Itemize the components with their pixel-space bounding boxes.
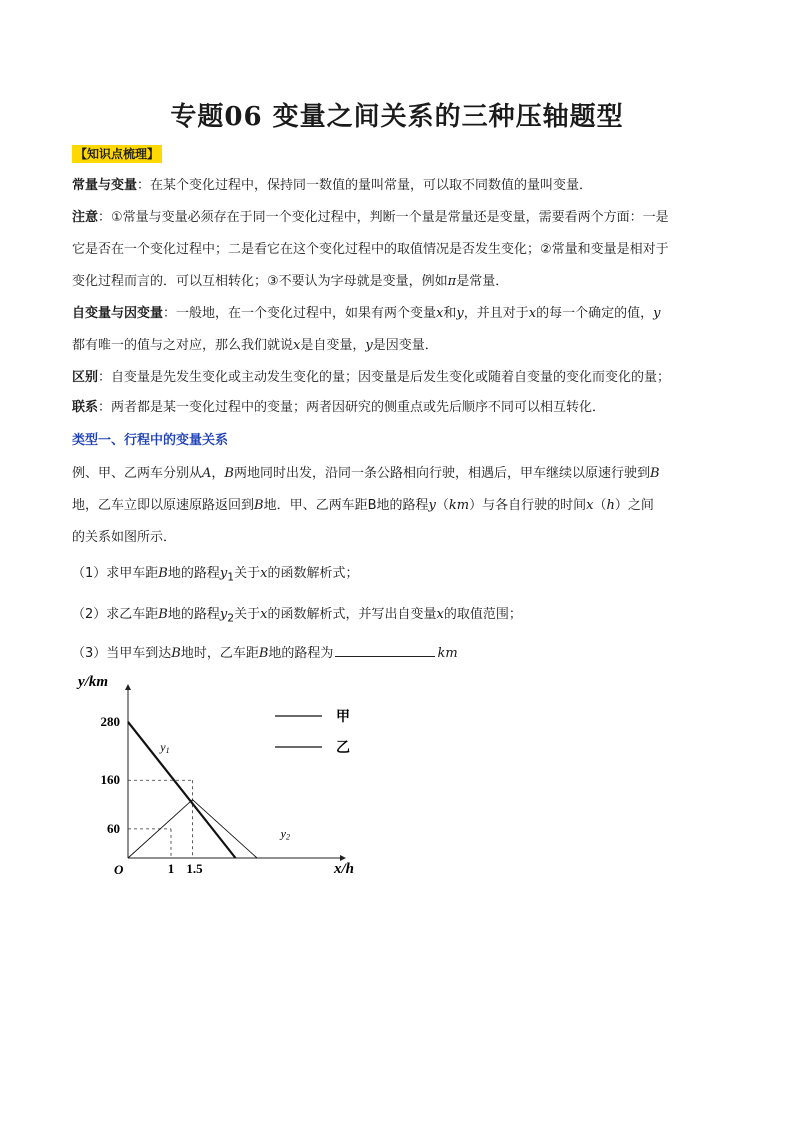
y-tick-label: 160 [100, 772, 120, 788]
question-1: （1）求甲车距B地的路程$y_1$关于x的函数解析式； [72, 566, 359, 584]
example-line-3: 的关系如图所示． [72, 530, 177, 545]
x-tick-label: 1 [167, 861, 175, 876]
y-tick-label: 60 [107, 820, 120, 836]
definition-variables: 自变量与因变量：一般地，在一个变化过程中，如果有两个变量x和y，并且对于x的每一个确定的值，y [72, 306, 661, 321]
answer-blank[interactable] [335, 643, 435, 657]
note-line-1 [72, 209, 669, 227]
question-3: （3）当甲车到达B地时，乙车距B地的路程为 km [72, 643, 458, 663]
term-label: 区别 [72, 370, 99, 385]
definition-difference: 区别：自变量是先发生变化或主动发生变化的量；因变量是后发生变化或随着自变量的变化而变化的量； [72, 370, 671, 385]
legend-label-y1: 甲 [336, 710, 350, 725]
note-text: ：①常量与变量必须存在于同一个变化过程中，判断一个量是常量还是变量，需要看两个方面：一是 [98, 210, 669, 225]
y-tick-label: 280 [100, 713, 120, 729]
x-tick-label: 1.5 [186, 861, 203, 876]
term-label: 常量与变量 [72, 178, 138, 193]
term-label: 联系 [72, 400, 99, 415]
term-label: 自变量与因变量 [72, 306, 164, 321]
definition-variables-line-2: 都有唯一的值与之对应，那么我们就说x是自变量，y是因变量． [72, 338, 438, 353]
definition-text: ：在某个变化过程中，保持同一数值的量叫常量，可以取不同数值的量叫变量． [137, 178, 593, 193]
page-title: 专题06 变量之间关系的三种压轴题型 [170, 102, 624, 132]
series-y1 [128, 722, 236, 858]
series-label-y2: y2 [280, 826, 290, 842]
distance-time-chart [70, 668, 380, 883]
definition-constants [72, 177, 592, 195]
y-axis-arrow [125, 684, 131, 690]
example-line-1: 例、甲、乙两车分别从A，B两地同时出发，沿同一条公路相向行驶，相遇后，甲车继续以原速行驶到B [72, 466, 660, 481]
note-line-3: 变化过程而言的．可以互相转化；③不要认为字母就是变量，例如π是常量． [72, 274, 509, 289]
definition-relation: 联系：两者都是某一变化过程中的变量；两者因研究的侧重点或先后顺序不同可以相互转化． [72, 400, 606, 415]
note-line-2: 它是否在一个变化过程中；二是看它在这个变化过程中的取值情况是否发生变化；②常量和变量是相对于 [72, 242, 669, 257]
section-heading: 类型一、行程中的变量关系 [72, 433, 229, 448]
section-tag: 【知识点梳理】 [72, 145, 162, 163]
origin-label: O [114, 862, 124, 877]
pi-symbol: π [447, 274, 457, 289]
question-2: （2）求乙车距B地的路程$y_2$关于x的函数解析式，并写出自变量x的取值范围； [72, 607, 522, 625]
y-axis-label: y/km [78, 674, 108, 690]
legend-label-y2: 乙 [336, 741, 350, 756]
term-label: 注意 [72, 210, 99, 225]
example-line-2: 地，乙车立即以原速原路返回到B地．甲、乙两车距B地的路程y（km）与各自行驶的时间x（h）之间 [72, 498, 654, 513]
x-axis-label: x/h [334, 861, 355, 877]
series-label-y1: y1 [160, 740, 170, 756]
